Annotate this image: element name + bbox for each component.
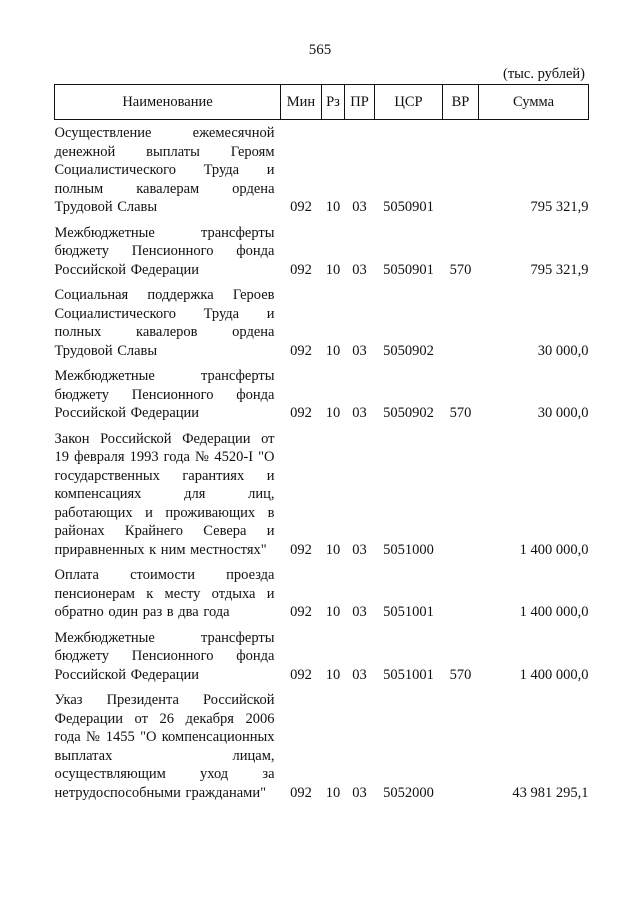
row-vr (443, 559, 479, 622)
table-row (55, 279, 589, 360)
table-row (55, 423, 589, 560)
row-csr: 5051000 (383, 541, 434, 558)
table-row (55, 217, 589, 280)
header-vr: ВР (443, 85, 479, 120)
row-rz: 10 (325, 261, 341, 278)
table-row (55, 622, 589, 685)
row-sum: 795 321,9 (530, 261, 589, 278)
row-min: 092 (290, 604, 312, 620)
row-sum: 1 400 000,0 (519, 604, 589, 620)
row-vr (443, 120, 479, 217)
row-vr (443, 684, 479, 802)
row-csr: 5052000 (383, 784, 434, 801)
units-label: (тыс. рублей) (503, 66, 585, 82)
row-name: Указ Президента Российской Федерации от 26 декабря 2006 года № 1455 "О компенсационных выплатах лицам, осуществляющим уход за нетрудоспособными гражданами" (54, 692, 275, 801)
header-pr: ПР (345, 85, 375, 120)
row-sum: 1 400 000,0 (519, 666, 589, 683)
table-header-row (55, 85, 589, 120)
table-row (55, 684, 589, 802)
row-csr: 5051001 (383, 666, 434, 683)
row-pr: 03 (352, 342, 367, 359)
row-csr: 5050902 (383, 342, 434, 359)
row-pr: 03 (352, 604, 367, 620)
row-name: Межбюджетные трансферты бюджету Пенсионного фонда Российской Федерации (54, 629, 275, 683)
row-name: Закон Российской Федерации от 19 февраля 1993 года № 4520-I "О государственных гарантиях и компенсациях для лиц, работающих и проживающих в районах Крайнего Севера и приравненных к ним местностях" (54, 430, 275, 558)
row-sum: 1 400 000,0 (519, 541, 589, 558)
row-name: Межбюджетные трансферты бюджету Пенсионного фонда Российской Федерации (54, 368, 275, 421)
row-pr: 03 (352, 261, 367, 278)
row-csr: 5051001 (383, 604, 434, 620)
row-min: 092 (290, 342, 312, 359)
table-row (55, 360, 589, 423)
row-csr: 5050902 (383, 405, 434, 421)
row-csr: 5050901 (383, 261, 434, 278)
row-sum: 30 000,0 (537, 342, 589, 359)
row-vr: 570 (449, 405, 472, 421)
row-rz: 10 (325, 199, 341, 215)
row-sum: 30 000,0 (537, 405, 589, 421)
row-min: 092 (290, 261, 312, 278)
row-rz: 10 (325, 666, 341, 683)
row-csr: 5050901 (383, 199, 434, 215)
row-pr: 03 (352, 784, 367, 801)
row-pr: 03 (352, 666, 367, 683)
header-min: Мин (281, 85, 322, 120)
row-vr: 570 (449, 261, 472, 278)
header-rz: Рз (322, 85, 345, 120)
row-min: 092 (290, 199, 312, 215)
row-min: 092 (290, 405, 312, 421)
row-name: Оплата стоимости проезда пенсионерам к месту отдыха и обратно один раз в два года (54, 567, 275, 620)
row-rz: 10 (325, 604, 341, 620)
row-rz: 10 (325, 405, 341, 421)
row-pr: 03 (352, 405, 367, 421)
row-pr: 03 (352, 541, 367, 558)
row-vr: 570 (449, 666, 472, 683)
row-sum: 795 321,9 (530, 199, 589, 215)
row-rz: 10 (325, 342, 341, 359)
page-number: 565 (308, 42, 332, 58)
row-rz: 10 (325, 541, 341, 558)
row-rz: 10 (325, 784, 341, 801)
row-min: 092 (290, 541, 312, 558)
table-row (55, 120, 589, 217)
budget-table (54, 84, 589, 802)
table-row (55, 559, 589, 622)
header-name: Наименование (55, 85, 281, 120)
row-name: Межбюджетные трансферты бюджету Пенсионного фонда Российской Федерации (54, 224, 275, 278)
row-sum: 43 981 295,1 (512, 784, 589, 801)
row-name: Осуществление ежемесячной денежной выплаты Героям Социалистического Труда и полным кавалерам ордена Трудовой Славы (54, 125, 275, 215)
row-name: Социальная поддержка Героев Социалистического Труда и полных кавалеров ордена Трудовой Славы (54, 287, 275, 359)
row-pr: 03 (352, 199, 367, 215)
header-sum: Сумма (479, 85, 589, 120)
header-csr: ЦСР (375, 85, 443, 120)
row-vr (443, 423, 479, 560)
row-vr (443, 279, 479, 360)
row-min: 092 (290, 666, 312, 683)
row-min: 092 (290, 784, 312, 801)
